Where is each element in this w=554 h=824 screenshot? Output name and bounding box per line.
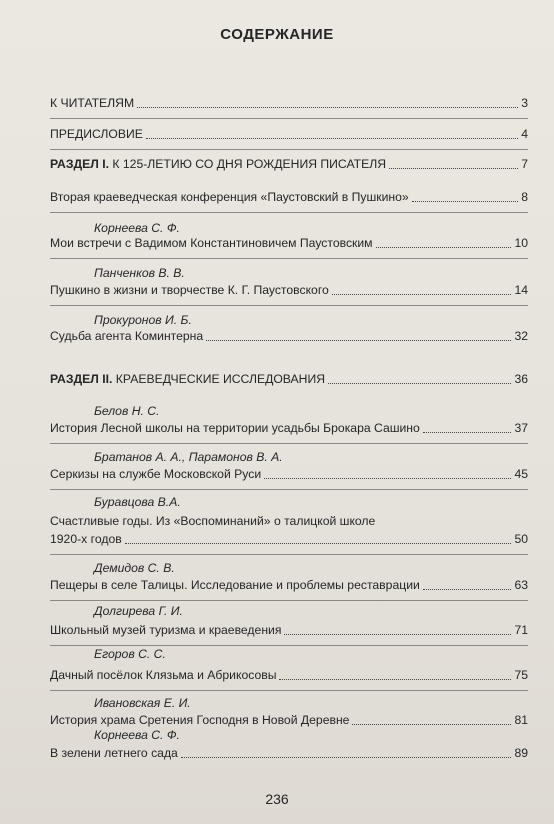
divider bbox=[50, 489, 528, 490]
entry-title: Мои встречи с Вадимом Константиновичем Паустовским bbox=[50, 236, 373, 250]
toc-entry-prokuronov[interactable] bbox=[50, 329, 528, 344]
entry-page: 50 bbox=[514, 532, 528, 546]
entry-page: 10 bbox=[514, 236, 528, 250]
entry-page: 7 bbox=[521, 157, 528, 171]
entry-title: Вторая краеведческая конференция «Паустовский в Пушкино» bbox=[50, 190, 409, 204]
entry-title: Судьба агента Коминтерна bbox=[50, 329, 204, 343]
dot-leader bbox=[137, 107, 518, 108]
entry-title: История Лесной школы на территории усадьбы Брокара Сашино bbox=[50, 421, 420, 435]
entry-author: Ивановская Е. И. bbox=[94, 696, 191, 710]
toc-entry-conference[interactable] bbox=[50, 190, 528, 205]
toc-section-2[interactable] bbox=[50, 372, 528, 387]
toc-entry-preface[interactable] bbox=[50, 127, 528, 142]
entry-page: 14 bbox=[514, 283, 528, 297]
entry-page: 37 bbox=[514, 421, 528, 435]
dot-leader bbox=[181, 757, 512, 758]
toc-entry-korneeva-2[interactable] bbox=[50, 746, 528, 761]
entry-page: 89 bbox=[514, 746, 528, 760]
dot-leader bbox=[332, 294, 512, 295]
toc-entry-belov[interactable] bbox=[50, 421, 528, 436]
entry-title: ПРЕДИСЛОВИЕ bbox=[50, 127, 143, 141]
entry-author: Братанов А. А., Парамонов В. А. bbox=[94, 450, 283, 464]
entry-page: 71 bbox=[514, 623, 528, 637]
entry-page: 81 bbox=[514, 713, 528, 727]
entry-author: Белов Н. С. bbox=[94, 404, 160, 418]
divider bbox=[50, 305, 528, 306]
divider bbox=[50, 690, 528, 691]
divider bbox=[50, 645, 528, 646]
section-title: К 125-ЛЕТИЮ СО ДНЯ РОЖДЕНИЯ ПИСАТЕЛЯ bbox=[109, 157, 387, 171]
dot-leader bbox=[352, 724, 511, 725]
entry-page: 3 bbox=[521, 96, 528, 110]
toc-entry-demidov[interactable] bbox=[50, 578, 528, 593]
entry-author: Долгирева Г. И. bbox=[94, 604, 183, 618]
divider bbox=[50, 258, 528, 259]
entry-title: История храма Сретения Господня в Новой Деревне bbox=[50, 713, 350, 727]
entry-page: 36 bbox=[514, 372, 528, 386]
dot-leader bbox=[146, 138, 518, 139]
dot-leader bbox=[423, 432, 512, 433]
entry-page: 45 bbox=[514, 467, 528, 481]
divider bbox=[50, 118, 528, 119]
entry-page: 8 bbox=[521, 190, 528, 204]
toc-entry-egorov[interactable] bbox=[50, 668, 528, 683]
divider bbox=[50, 149, 528, 150]
section-prefix: РАЗДЕЛ I. bbox=[50, 157, 110, 171]
entry-title: Пещеры в селе Талицы. Исследование и проблемы реставрации bbox=[50, 578, 420, 592]
toc-entry-to-readers[interactable] bbox=[50, 96, 528, 111]
entry-page: 63 bbox=[514, 578, 528, 592]
entry-page: 75 bbox=[514, 668, 528, 682]
dot-leader bbox=[423, 589, 512, 590]
entry-author: Буравцова В.А. bbox=[94, 495, 181, 509]
entry-author: Демидов С. В. bbox=[94, 561, 175, 575]
toc-entry-buravtsova[interactable] bbox=[50, 532, 528, 547]
entry-title: Школьный музей туризма и краеведения bbox=[50, 623, 282, 637]
dot-leader bbox=[328, 383, 511, 384]
dot-leader bbox=[206, 340, 511, 341]
entry-title-line: Счастливые годы. Из «Воспоминаний» о талицкой школе bbox=[50, 514, 376, 528]
divider bbox=[50, 212, 528, 213]
entry-page: 32 bbox=[514, 329, 528, 343]
entry-title: К ЧИТАТЕЛЯМ bbox=[50, 96, 135, 110]
toc-entry-bratanov[interactable] bbox=[50, 467, 528, 482]
entry-title: 1920-х годов bbox=[50, 532, 122, 546]
divider bbox=[50, 600, 528, 601]
divider bbox=[50, 554, 528, 555]
entry-title: В зелени летнего сада bbox=[50, 746, 178, 760]
toc-entry-ivanovskaya[interactable] bbox=[50, 713, 528, 728]
entry-author: Корнеева С. Ф. bbox=[94, 221, 180, 235]
dot-leader bbox=[279, 679, 511, 680]
dot-leader bbox=[412, 201, 519, 202]
dot-leader bbox=[389, 168, 518, 169]
entry-author: Егоров С. С. bbox=[94, 647, 166, 661]
section-prefix: РАЗДЕЛ II. bbox=[50, 372, 113, 386]
page-title: СОДЕРЖАНИЕ bbox=[220, 26, 334, 43]
toc-entry-dolgireva[interactable] bbox=[50, 623, 528, 638]
dot-leader bbox=[125, 543, 512, 544]
entry-page: 4 bbox=[521, 127, 528, 141]
divider bbox=[50, 443, 528, 444]
entry-author: Корнеева С. Ф. bbox=[94, 728, 180, 742]
dot-leader bbox=[264, 478, 511, 479]
dot-leader bbox=[284, 634, 511, 635]
page-number: 236 bbox=[265, 791, 289, 807]
section-title: КРАЕВЕДЧЕСКИЕ ИССЛЕДОВАНИЯ bbox=[112, 372, 326, 386]
toc-entry-panchenkov[interactable] bbox=[50, 283, 528, 298]
entry-author: Панченков В. В. bbox=[94, 266, 185, 280]
entry-title: Дачный посёлок Клязьма и Абрикосовы bbox=[50, 668, 277, 682]
toc-entry-korneeva-1[interactable] bbox=[50, 236, 528, 251]
toc-section-1[interactable] bbox=[50, 157, 528, 172]
dot-leader bbox=[376, 247, 512, 248]
entry-title: Серкизы на службе Московской Руси bbox=[50, 467, 262, 481]
entry-title: Пушкино в жизни и творчестве К. Г. Паустовского bbox=[50, 283, 329, 297]
entry-author: Прокуронов И. Б. bbox=[94, 313, 192, 327]
